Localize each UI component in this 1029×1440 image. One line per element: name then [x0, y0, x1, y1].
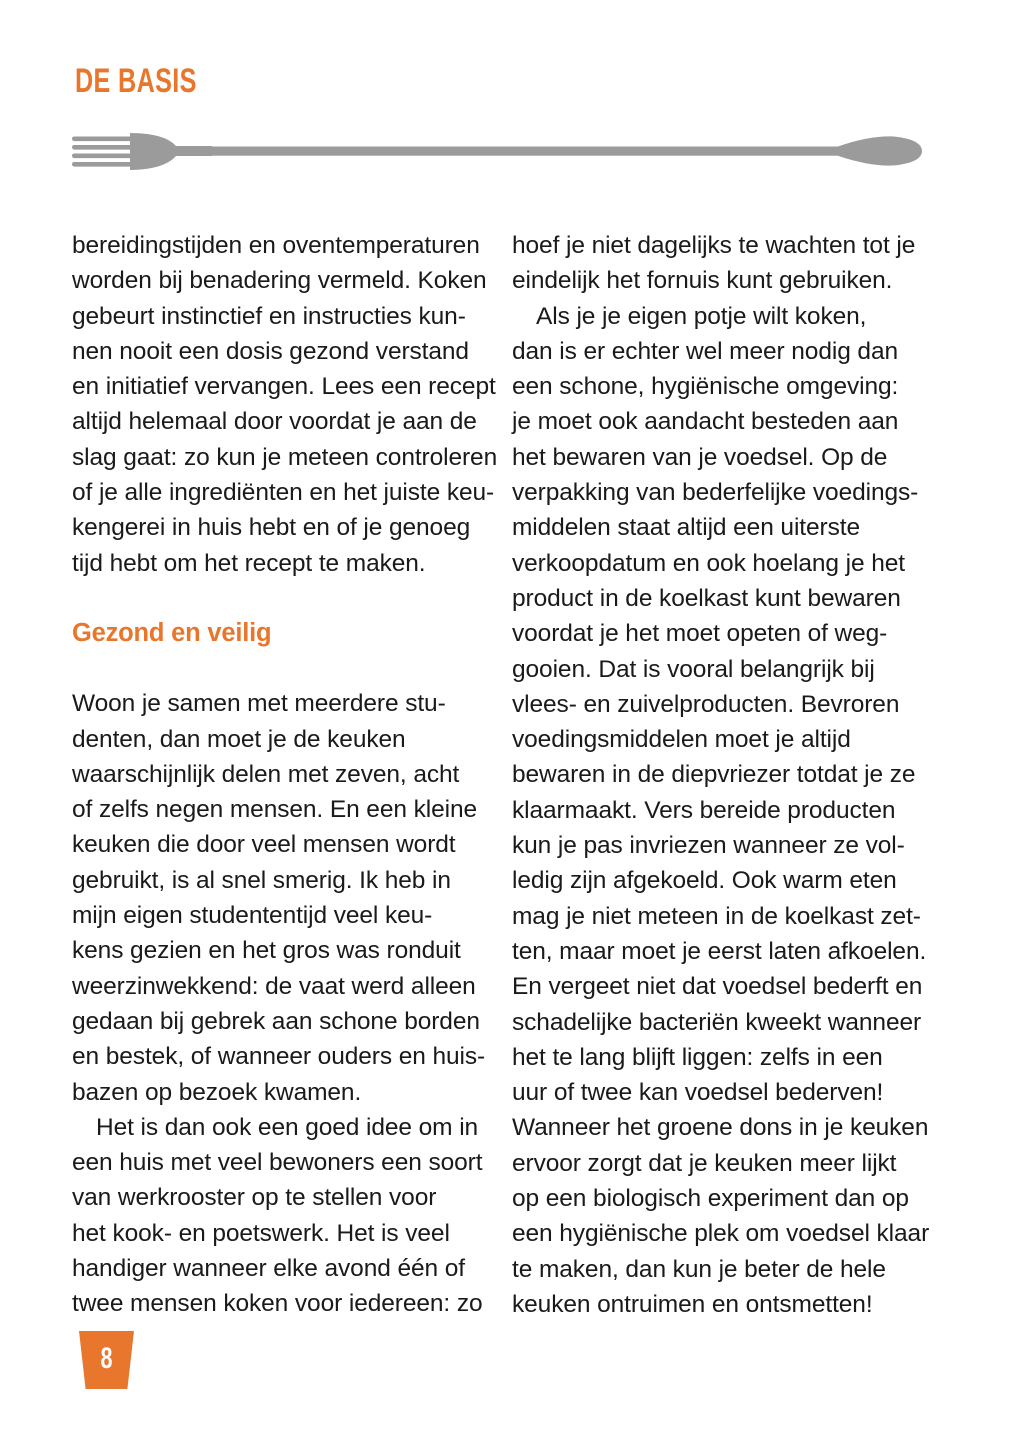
text-line: weerzinwekkend: de vaat werd alleen [72, 972, 476, 1000]
text-line: denten, dan moet je de keuken [72, 725, 406, 753]
text-line: of zelfs negen mensen. En een kleine [72, 796, 478, 824]
text-line: middelen staat altijd een uiterste [512, 514, 860, 542]
column-right [512, 228, 930, 1322]
text-line: Wanneer het groene dons in je keuken [512, 1114, 929, 1142]
column-left [72, 228, 498, 1322]
text-line: het kook- en poetswerk. Het is veel [72, 1219, 450, 1247]
text-line: worden bij benadering vermeld. Koken [72, 267, 487, 295]
page-number: 8 [100, 1342, 113, 1375]
text-line: voordat je het moet opeten of weg- [512, 620, 888, 648]
text-line: bewaren in de diepvriezer totdat je ze [512, 761, 916, 789]
text-line: keuken die door veel mensen wordt [72, 831, 456, 859]
text-line: gebeurt instinctief en instructies kun- [72, 302, 466, 330]
text-line: op een biologisch experiment dan op [512, 1185, 909, 1213]
text-line: twee mensen koken voor iedereen: zo [72, 1290, 483, 1318]
text-line: het te lang blijft liggen: zelfs in een [512, 1043, 883, 1071]
text-line: en initiatief vervangen. Lees een recept [72, 373, 496, 401]
text-line: altijd helemaal door voordat je aan de [72, 408, 477, 436]
text-line: uur of twee kan voedsel bederven! [512, 1079, 884, 1107]
running-head: DE BASIS [75, 62, 197, 100]
text-line: mag je niet meteen in de koelkast zet- [512, 902, 921, 930]
text-line: tijd hebt om het recept te maken. [72, 549, 426, 577]
text-line: een schone, hygiënische omgeving: [512, 373, 899, 401]
paragraph [512, 299, 930, 1323]
text-line: Woon je samen met meerdere stu- [72, 690, 446, 718]
spacer [72, 581, 484, 616]
paragraph [72, 1110, 484, 1322]
text-line: waarschijnlijk delen met zeven, acht [72, 760, 460, 788]
text-columns [72, 228, 932, 1318]
paragraph [72, 686, 484, 1110]
text-line: en bestek, of wanneer ouders en huis- [72, 1043, 486, 1071]
text-line: ten, maar moet je eerst laten afkoelen. [512, 937, 927, 965]
text-line: nen nooit een dosis gezond verstand [72, 337, 469, 365]
text-line: Het is dan ook een goed idee om in [96, 1113, 479, 1141]
text-line: slag gaat: zo kun je meteen controleren [72, 443, 498, 471]
text-line: klaarmaakt. Vers bereide producten [512, 796, 896, 824]
text-line: vlees- en zuivelproducten. Bevroren [512, 690, 900, 718]
text-line: handiger wanneer elke avond één of [72, 1255, 465, 1283]
text-line: En vergeet niet dat voedsel bederft en [512, 973, 923, 1001]
text-line: dan is er echter wel meer nodig dan [512, 337, 899, 365]
text-line: van werkrooster op te stellen voor [72, 1184, 437, 1212]
text-line: eindelijk het fornuis kunt gebruiken. [512, 267, 893, 295]
text-line: mijn eigen studententijd veel keu- [72, 902, 433, 930]
section-heading: Gezond en veilig [72, 618, 272, 647]
text-line: voedingsmiddelen moet je altijd [512, 726, 851, 754]
text-line: gooien. Dat is vooral belangrijk bij [512, 655, 875, 683]
text-line: een huis met veel bewoners een soort [72, 1149, 483, 1177]
text-line: het bewaren van je voedsel. Op de [512, 443, 888, 471]
fork-and-spoon-rule-icon [72, 124, 922, 176]
text-line: gebruikt, is al snel smerig. Ik heb in [72, 866, 451, 894]
text-line: kun je pas invriezen wanneer ze vol- [512, 832, 905, 860]
text-line: hoef je niet dagelijks te wachten tot je [512, 232, 916, 259]
text-line: kengerei in huis hebt en of je genoeg [72, 514, 471, 542]
text-line: te maken, dan kun je beter de hele [512, 1255, 886, 1283]
spacer [72, 651, 484, 686]
text-line: keuken ontruimen en ontsmetten! [512, 1290, 873, 1318]
text-line: ervoor zorgt dat je keuken meer lijkt [512, 1149, 897, 1177]
text-line: gedaan bij gebrek aan schone borden [72, 1007, 480, 1035]
text-line: product in de koelkast kunt bewaren [512, 584, 901, 612]
text-line: of je alle ingrediënten en het juiste keu- [72, 479, 495, 507]
text-line: kens gezien en het gros was ronduit [72, 937, 461, 965]
text-line: verpakking van bederfelijke voedings- [512, 479, 919, 507]
text-line: bereidingstijden en oventemperaturen [72, 232, 480, 259]
page-number-badge [79, 1331, 134, 1389]
paragraph [512, 228, 924, 299]
text-line: bazen op bezoek kwamen. [72, 1078, 362, 1106]
text-line: verkoopdatum en ook hoelang je het [512, 549, 905, 577]
text-line: ledig zijn afgekoeld. Ook warm eten [512, 867, 897, 895]
text-line: je moet ook aandacht besteden aan [512, 408, 899, 436]
text-line: een hygiënische plek om voedsel klaar [512, 1220, 930, 1248]
paragraph [72, 228, 498, 581]
text-line: Als je je eigen potje wilt koken, [536, 302, 867, 330]
text-line: schadelijke bacteriën kweekt wanneer [512, 1008, 922, 1036]
